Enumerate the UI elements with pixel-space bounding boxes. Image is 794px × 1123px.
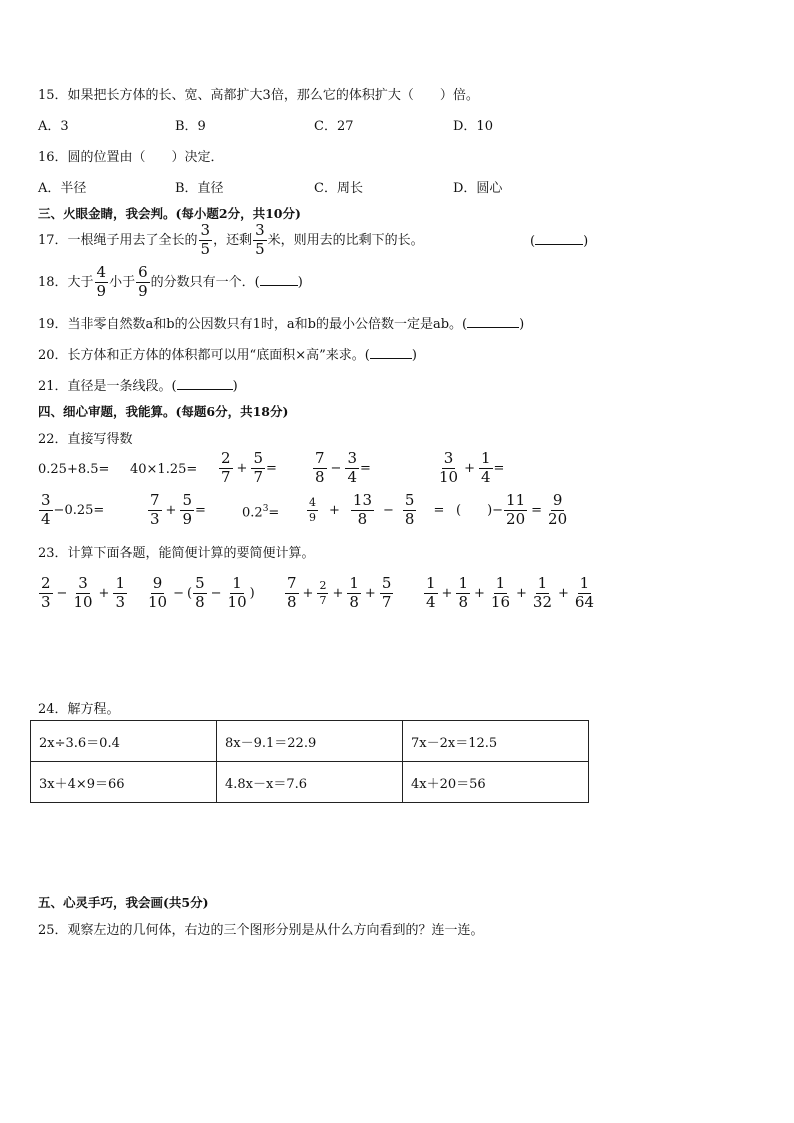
- q16-text: 16．圆的位置由（ ）决定．: [38, 150, 224, 165]
- q21-text: 21．直径是一条线段。(: [38, 379, 177, 394]
- table-row: [31, 721, 589, 762]
- q22-expr-10: ( )− $\frac{11}{20}$ = $\frac{9}{20}$: [456, 491, 568, 528]
- q19-text: 19．当非零自然数a和b的公因数只有1时，a和b的最小公倍数一定是ab。(: [38, 317, 468, 332]
- q22-expr-1: 0.25+8.5=: [38, 462, 110, 477]
- q22-expr-3: $\frac{2}{7}$ + $\frac{5}{7}$ =: [221, 449, 277, 486]
- q24-title: 24．解方程。: [38, 702, 120, 717]
- q17-text-a: 17．一根绳子用去了全长的: [38, 232, 198, 248]
- q15-option-d: D．10: [453, 119, 493, 134]
- q22-expr-6: $\frac{3}{4}$ −0.25=: [41, 491, 105, 528]
- section-3-heading: 三、火眼金睛，我会判。(每小题2分，共10分): [38, 206, 301, 221]
- q18-fraction-1: $\frac{4}{9}$: [96, 263, 107, 300]
- q24-equation-table: [30, 720, 589, 803]
- q17-fraction-1: $\frac{3}{5}$: [200, 221, 211, 258]
- equation-cell: 2x÷3.6＝0.4: [31, 721, 217, 762]
- q22-answer-paren[interactable]: ( )−: [456, 502, 504, 518]
- q15-option-c: C．27: [314, 119, 354, 134]
- q18-text-a: 18．大于: [38, 274, 94, 290]
- q23-calc-4: $\frac{1}{4}$ + $\frac{1}{8}$ + $\frac{1}{16}$ + $\frac{1}{32}$ + $\frac{1}{64}$: [426, 574, 594, 611]
- q20: 20．长方体和正方体的体积都可以用“底面积×高”来求。( ): [38, 348, 417, 363]
- q22-expr-8: $0.2^3=$: [242, 504, 280, 521]
- equation-cell: 8x－9.1＝22.9: [217, 721, 403, 762]
- q22-expr-4: $\frac{7}{8}$ − $\frac{3}{4}$ =: [315, 449, 371, 486]
- q18: 18．大于 $\frac{4}{9}$ 小于 $\frac{6}{9}$ 的分数只有一个．( ): [38, 263, 303, 300]
- q19-answer-blank[interactable]: [467, 326, 519, 328]
- q21: 21．直径是一条线段。( ): [38, 379, 238, 394]
- equation-cell: 4x＋20＝56: [403, 762, 589, 803]
- q21-answer-blank[interactable]: [177, 388, 233, 390]
- equation-cell: 3x＋4×9＝66: [31, 762, 217, 803]
- q18-text-b: 小于: [109, 274, 136, 290]
- q25-text: 25．观察左边的几何体，右边的三个图形分别是从什么方向看到的？连一连。: [38, 923, 484, 938]
- q23-title: 23．计算下面各题，能简便计算的要简便计算。: [38, 546, 315, 561]
- q22-expr-7: $\frac{7}{3}$ + $\frac{5}{9}$ =: [150, 491, 206, 528]
- equation-cell: 4.8x－x＝7.6: [217, 762, 403, 803]
- q15-option-a: A．3: [38, 119, 69, 134]
- q20-answer-blank[interactable]: [370, 357, 412, 359]
- q17-fraction-2: $\frac{3}{5}$: [255, 221, 265, 258]
- q15-text: 15．如果把长方体的长、宽、高都扩大3倍，那么它的体积扩大（ ）倍。: [38, 88, 479, 103]
- q16-option-d: D．圆心: [453, 181, 503, 196]
- q22-title: 22．直接写得数: [38, 432, 133, 447]
- q15-option-b: B．9: [175, 119, 206, 134]
- q22-expr-9: $\frac{4}{9}$ + $\frac{13}{8}$ − $\frac{5}{8}$ =: [309, 491, 445, 528]
- q22-expr-5: $\frac{3}{10}$ + $\frac{1}{4}$ =: [439, 449, 505, 486]
- q16-option-c: C．周长: [314, 181, 363, 196]
- section-5-heading: 五、心灵手巧，我会画(共5分): [38, 895, 209, 910]
- q17: [38, 223, 424, 258]
- q17-text-b: ，还剩: [213, 232, 253, 248]
- q23-calc-2: $\frac{9}{10}$ − ( $\frac{5}{8}$ − $\frac{1}{10}$ ): [148, 574, 255, 611]
- q20-text: 20．长方体和正方体的体积都可以用“底面积×高”来求。(: [38, 348, 370, 363]
- section-4-heading: 四、细心审题，我能算。(每题6分，共18分): [38, 404, 289, 419]
- q16-option-b: B．直径: [175, 181, 224, 196]
- equation-cell: 7x－2x＝12.5: [403, 721, 589, 762]
- q17-text-c: 米，则用去的比剩下的长。: [267, 232, 424, 248]
- table-row: [31, 762, 589, 803]
- q17-answer-blank[interactable]: ( ): [530, 234, 589, 249]
- q23-calc-1: $\frac{2}{3}$ − $\frac{3}{10}$ + $\frac{1}{3}$: [41, 574, 125, 611]
- q16-option-a: A．半径: [38, 181, 87, 196]
- q19: 19．当非零自然数a和b的公因数只有1时，a和b的最小公倍数一定是ab。( ): [38, 317, 525, 332]
- q18-text-c: 的分数只有一个．(: [150, 274, 260, 290]
- q23-calc-3: $\frac{7}{8}$ + $\frac{2}{7}$ + $\frac{1}{8}$ + $\frac{5}{7}$: [287, 574, 392, 611]
- q22-expr-2: 40×1.25=: [130, 462, 198, 477]
- q18-answer-blank[interactable]: [260, 284, 298, 286]
- q18-fraction-2: $\frac{6}{9}$: [138, 263, 148, 300]
